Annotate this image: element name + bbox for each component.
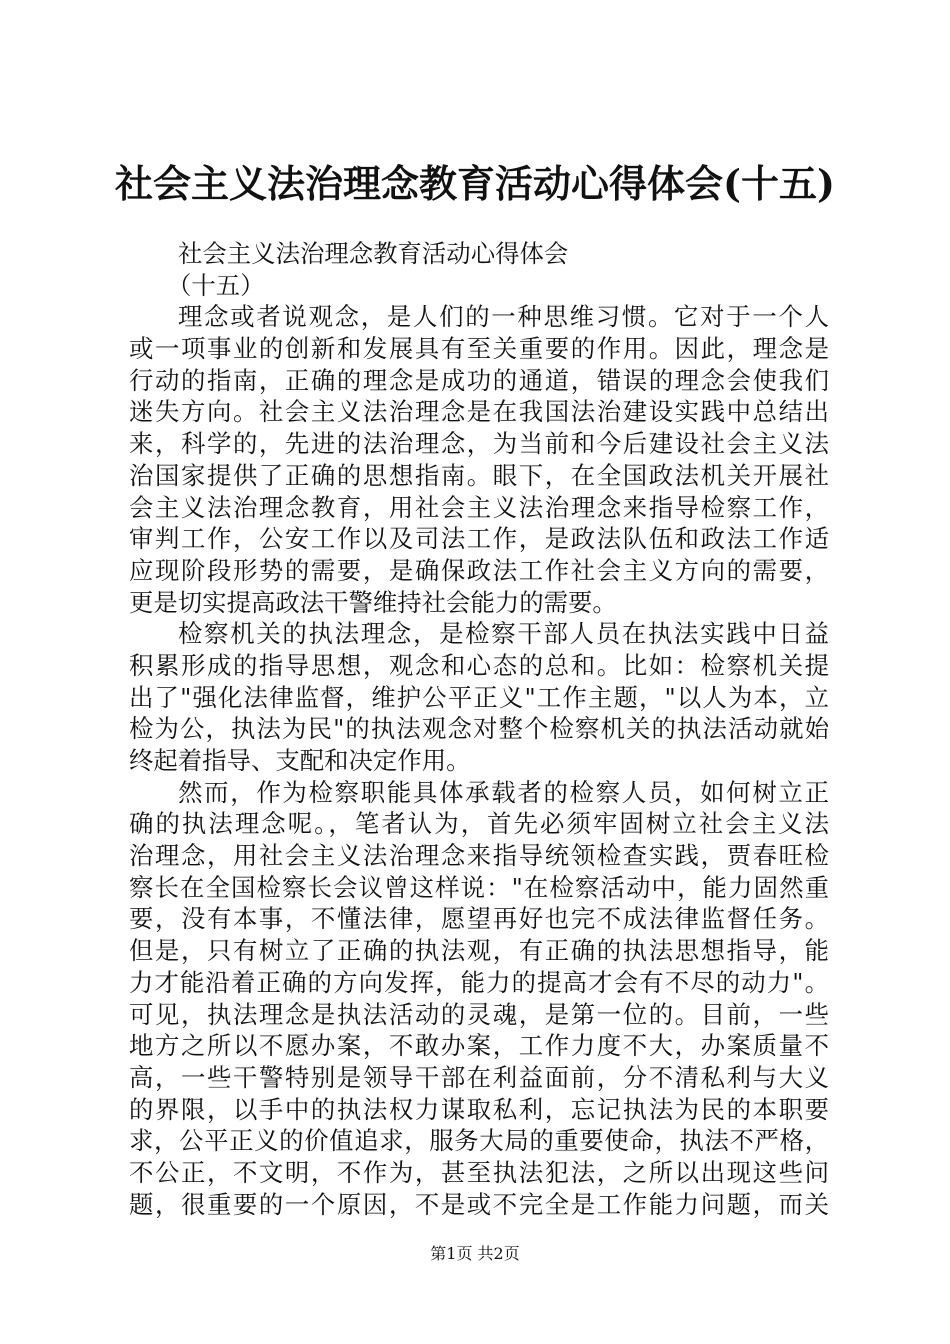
paragraph-2-line: 出了"强化法律监督，维护公平正义"工作主题，"以人为本，立	[129, 682, 829, 712]
paragraph-3-line: 可见，执法理念是执法活动的灵魂，是第一位的。目前，一些	[129, 999, 829, 1029]
paragraph-1-line: 审判工作，公安工作以及司法工作，是政法队伍和政法工作适	[129, 524, 829, 554]
paragraph-1-line: 应现阶段形势的需要，是确保政法工作社会主义方向的需要，	[129, 555, 829, 585]
page-number-footer: 第1页 共2页	[430, 1244, 520, 1263]
subtitle-number-line: （十五）	[167, 270, 265, 300]
paragraph-3-line: 治理念，用社会主义法治理念来指导统领检查实践，贾春旺检	[129, 841, 829, 871]
document-body	[129, 238, 829, 1220]
paragraph-2-line: 检为公，执法为民"的执法观念对整个检察机关的执法活动就始	[129, 714, 829, 744]
paragraph-3-line: 察长在全国检察长会议曾这样说："在检察活动中，能力固然重	[129, 872, 829, 902]
paragraph-1-line: 会主义法治理念教育，用社会主义法治理念来指导检察工作，	[129, 492, 829, 522]
paragraph-1-line: 迷失方向。社会主义法治理念是在我国法治建设实践中总结出	[129, 397, 829, 427]
paragraph-3-line: 求，公平正义的价值追求，服务大局的重要使命，执法不严格，	[129, 1126, 829, 1156]
paragraph-1-line: 更是切实提高政法干警维持社会能力的需要。	[129, 587, 617, 617]
paragraph-3-line: 题，很重要的一个原因，不是或不完全是工作能力问题，而关	[129, 1189, 829, 1219]
paragraph-1-line: 治国家提供了正确的思想指南。眼下，在全国政法机关开展社	[129, 460, 829, 490]
paragraph-3-line: 不公正，不文明，不作为，甚至执法犯法，之所以出现这些问	[129, 1157, 829, 1187]
paragraph-3-line: 然而，作为检察职能具体承载者的检察人员，如何树立正	[178, 777, 829, 807]
paragraph-2-line: 积累形成的指导思想，观念和心态的总和。比如：检察机关提	[129, 650, 829, 680]
paragraph-3-line: 的界限，以手中的执法权力谋取私利，忘记执法为民的本职要	[129, 1094, 829, 1124]
paragraph-2-line: 终起着指导、支配和决定作用。	[129, 746, 471, 775]
paragraph-3-line: 高，一些干警特别是领导干部在利益面前，分不清私利与大义	[129, 1062, 829, 1092]
paragraph-3-line: 确的执法理念呢。，笔者认为，首先必须牢固树立社会主义法	[129, 809, 829, 839]
paragraph-3-line: 力才能沿着正确的方向发挥，能力的提高才会有不尽的动力"。	[129, 967, 829, 997]
paragraph-1-line: 行动的指南，正确的理念是成功的通道，错误的理念会使我们	[129, 365, 829, 395]
paragraph-1-line: 来，科学的，先进的法治理念，为当前和今后建设社会主义法	[129, 429, 829, 459]
subtitle-line: 社会主义法治理念教育活动心得体会	[178, 239, 569, 268]
document-title: 社会主义法治理念教育活动心得体会(十五)	[115, 161, 835, 206]
paragraph-1-line: 理念或者说观念，是人们的一种思维习惯。它对于一个人	[178, 302, 829, 332]
paragraph-3-line: 但是，只有树立了正确的执法观，有正确的执法思想指导，能	[129, 936, 829, 966]
paragraph-3-line: 地方之所以不愿办案，不敢办案，工作力度不大，办案质量不	[129, 1031, 829, 1061]
paragraph-2-line: 检察机关的执法理念，是检察干部人员在执法实践中日益	[178, 619, 829, 649]
paragraph-3-line: 要，没有本事，不懂法律，愿望再好也完不成法律监督任务。	[129, 904, 829, 934]
paragraph-1-line: 或一项事业的创新和发展具有至关重要的作用。因此，理念是	[129, 334, 829, 364]
